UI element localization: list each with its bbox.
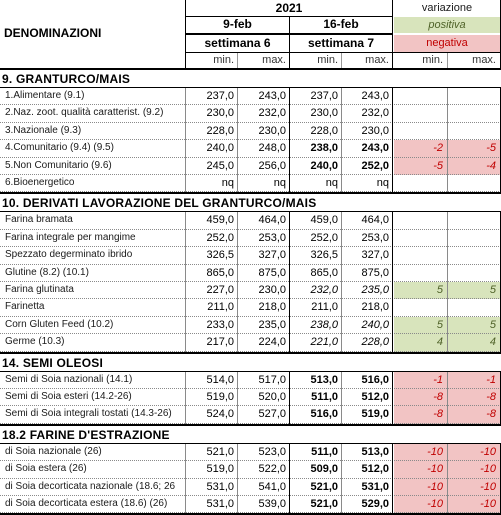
row-name: 5.Non Comunitario (9.6) (5, 160, 112, 171)
w2-max-value: 232,0 (361, 107, 389, 119)
row-name: di Soia decorticata estera (18.6) (26) (5, 498, 168, 509)
w2-max-value: nq (376, 177, 389, 189)
w2-max-value: 252,0 (361, 160, 389, 172)
w2-max-value: 512,0 (361, 463, 389, 475)
variation-max (448, 230, 500, 247)
w1-min-value: 228,0 (206, 125, 234, 137)
w2-min-value: 240,0 (310, 160, 338, 172)
positive-label: positiva (394, 17, 500, 33)
w2-min-value: nq (325, 177, 338, 189)
var-max-header: max. (472, 54, 496, 66)
table-title: DENOMINAZIONI (4, 26, 102, 40)
var-min-header: min. (422, 54, 443, 66)
w1-min-value: 519,0 (206, 391, 234, 403)
variation-min: 4 (394, 334, 447, 352)
row-name: 3.Nazionale (9.3) (5, 125, 82, 136)
row-name: 4.Comunitario (9.4) (9.5) (5, 142, 114, 153)
w1-min-value: 531,0 (206, 498, 234, 510)
variation-min (394, 247, 447, 265)
row-name: Farina glutinata (5, 284, 74, 295)
w2-min-value: 521,0 (310, 498, 338, 510)
w2-min-value: 238,0 (310, 142, 338, 154)
variation-max: -1 (448, 372, 500, 389)
row-name: Farina integrale per mangime (5, 232, 136, 243)
w1-max-value: 230,0 (258, 125, 286, 137)
w1-max-value: 256,0 (258, 160, 286, 172)
w1-max-value: 522,0 (258, 463, 286, 475)
week1-date: 9-feb (223, 17, 252, 31)
w1-max-value: 248,0 (258, 142, 286, 154)
w2-min-value: 511,0 (311, 391, 338, 403)
variation-max: -8 (448, 389, 500, 406)
variation-min: -8 (394, 389, 447, 406)
w1-max-value: 464,0 (258, 214, 286, 226)
w1-min-value: 245,0 (206, 160, 234, 172)
section-title: 14. SEMI OLEOSI (2, 355, 104, 370)
w1-min-value: 865,0 (206, 267, 234, 279)
w1-max-value: 224,0 (258, 336, 286, 348)
w1-max-value: 243,0 (258, 90, 286, 102)
variation-max: -5 (448, 140, 500, 158)
w1-min-value: 252,0 (206, 232, 234, 244)
section-title: 9. GRANTURCO/MAIS (2, 72, 131, 86)
variation-max (448, 175, 500, 192)
w1-min-value: 211,0 (207, 301, 234, 313)
row-name: 2.Naz. zoot. qualità caratterist. (9.2) (5, 107, 164, 118)
w2-min-value: 516,0 (310, 408, 338, 420)
row-name: di Soia decorticata nazionale (18.6; 26 (5, 481, 176, 492)
w2-min-value: 221,0 (310, 336, 338, 348)
negative-label: negativa (394, 35, 500, 52)
w2-max-header: max. (365, 54, 389, 66)
w2-max-value: 230,0 (361, 125, 389, 137)
w2-min-value: 228,0 (310, 125, 338, 137)
variation-max: -8 (448, 406, 500, 424)
w2-max-value: 531,0 (361, 481, 389, 493)
w1-min-value: nq (221, 177, 234, 189)
w2-min-value: 459,0 (310, 214, 338, 226)
w2-max-value: 243,0 (361, 142, 389, 154)
w1-min-value: 230,0 (206, 107, 234, 119)
w1-min-value: 227,0 (206, 284, 234, 296)
w2-max-value: 243,0 (361, 90, 389, 102)
w2-min-value: 865,0 (310, 267, 338, 279)
variation-max: -10 (448, 444, 500, 461)
variation-max: 5 (448, 317, 500, 334)
variation-min: -1 (394, 372, 447, 389)
variation-min (394, 88, 447, 105)
variation-max: 5 (448, 282, 500, 299)
year-label: 2021 (275, 1, 303, 15)
variation-label: variazione (421, 2, 473, 14)
variation-max (448, 265, 500, 282)
w2-min-value: 211,0 (311, 301, 338, 313)
w2-min-value: 509,0 (310, 463, 338, 475)
w2-max-value: 512,0 (361, 391, 389, 403)
w1-max-value: 218,0 (258, 301, 286, 313)
variation-max: -10 (448, 479, 500, 496)
variation-min: -10 (394, 444, 447, 461)
row-name: Spezzato degerminato ibrido (5, 249, 133, 260)
w1-max-value: 327,0 (258, 249, 286, 261)
w2-min-value: 513,0 (310, 374, 338, 386)
w1-min-value: 326,5 (206, 249, 234, 261)
w1-min-value: 524,0 (206, 408, 234, 420)
week2-label: settimana 7 (307, 36, 375, 50)
w2-min-header: min. (317, 54, 338, 66)
w2-min-value: 252,0 (310, 232, 338, 244)
week2-date: 16-feb (323, 17, 359, 31)
variation-min (394, 212, 447, 230)
row-name: Farinetta (5, 301, 45, 312)
w1-max-value: 541,0 (258, 481, 286, 493)
w1-max-value: 523,0 (258, 446, 286, 458)
w2-min-value: 232,0 (310, 284, 338, 296)
w2-max-value: 253,0 (361, 232, 389, 244)
variation-min: -10 (394, 479, 447, 496)
week1-label: settimana 6 (204, 36, 271, 50)
w2-max-value: 529,0 (361, 498, 389, 510)
variation-min (394, 123, 447, 140)
variation-min (394, 175, 447, 192)
w1-max-value: 520,0 (258, 391, 286, 403)
variation-min (394, 230, 447, 247)
variation-min: 5 (394, 317, 447, 334)
w2-max-value: 218,0 (361, 301, 389, 313)
w2-max-value: 235,0 (361, 284, 389, 296)
w2-min-value: 511,0 (311, 446, 338, 458)
row-name: Germe (10.3) (5, 336, 65, 347)
w2-max-value: 513,0 (361, 446, 389, 458)
w1-min-header: min. (213, 54, 234, 66)
row-name: di Soia estera (26) (5, 463, 87, 474)
w1-max-value: 517,0 (258, 374, 286, 386)
section-title: 18.2 FARINE D'ESTRAZIONE (2, 427, 170, 442)
w1-min-value: 237,0 (206, 90, 234, 102)
variation-min (394, 265, 447, 282)
variation-min: -5 (394, 158, 447, 175)
variation-max: 4 (448, 334, 500, 352)
w2-min-value: 230,0 (310, 107, 338, 119)
row-name: Glutine (8.2) (10.1) (5, 267, 89, 278)
variation-min: -10 (394, 496, 447, 513)
w1-max-value: 235,0 (258, 319, 286, 331)
row-name: Semi di Soia esteri (14.2-26) (5, 391, 132, 402)
variation-max (448, 105, 500, 123)
w1-max-value: 875,0 (258, 267, 286, 279)
w1-max-value: 527,0 (258, 408, 286, 420)
w1-min-value: 531,0 (206, 481, 234, 493)
w1-max-value: 230,0 (258, 284, 286, 296)
w2-max-value: 875,0 (361, 267, 389, 279)
w2-min-value: 237,0 (310, 90, 338, 102)
w1-max-value: nq (273, 177, 286, 189)
w2-max-value: 516,0 (361, 374, 389, 386)
variation-min: -2 (394, 140, 447, 158)
w1-max-value: 232,0 (258, 107, 286, 119)
row-name: 1.Alimentare (9.1) (5, 90, 85, 101)
row-name: Semi di Soia nazionali (14.1) (5, 374, 133, 385)
w1-min-value: 521,0 (206, 446, 234, 458)
variation-max: -10 (448, 461, 500, 479)
variation-min: -10 (394, 461, 447, 479)
variation-max (448, 212, 500, 230)
variation-min: -8 (394, 406, 447, 424)
w2-min-value: 238,0 (310, 319, 338, 331)
w2-max-value: 228,0 (361, 336, 389, 348)
w1-max-value: 539,0 (258, 498, 286, 510)
variation-min: 5 (394, 282, 447, 299)
w2-min-value: 521,0 (310, 481, 338, 493)
row-name: 6.Bioenergetico (5, 177, 75, 188)
w1-min-value: 514,0 (206, 374, 234, 386)
w2-max-value: 327,0 (361, 249, 389, 261)
variation-min (394, 105, 447, 123)
w2-max-value: 519,0 (361, 408, 389, 420)
variation-max (448, 123, 500, 140)
w1-min-value: 217,0 (206, 336, 234, 348)
w1-min-value: 240,0 (206, 142, 234, 154)
w2-max-value: 464,0 (361, 214, 389, 226)
row-name: Corn Gluten Feed (10.2) (5, 319, 114, 330)
w1-max-header: max. (262, 54, 286, 66)
w2-max-value: 240,0 (361, 319, 389, 331)
row-name: di Soia nazionale (26) (5, 446, 102, 457)
w1-min-value: 233,0 (206, 319, 234, 331)
row-name: Semi di Soia integrali tostati (14.3-26) (5, 408, 172, 419)
variation-min (394, 299, 447, 317)
section-title: 10. DERIVATI LAVORAZIONE DEL GRANTURCO/MAIS (2, 196, 317, 211)
variation-max (448, 299, 500, 317)
variation-max: -4 (448, 158, 500, 175)
variation-max: -10 (448, 496, 500, 513)
w2-min-value: 326,5 (310, 249, 338, 261)
w1-min-value: 459,0 (206, 214, 234, 226)
w1-max-value: 253,0 (258, 232, 286, 244)
row-name: Farina bramata (5, 214, 73, 225)
variation-max (448, 247, 500, 265)
w1-min-value: 519,0 (206, 463, 234, 475)
variation-max (448, 88, 500, 105)
